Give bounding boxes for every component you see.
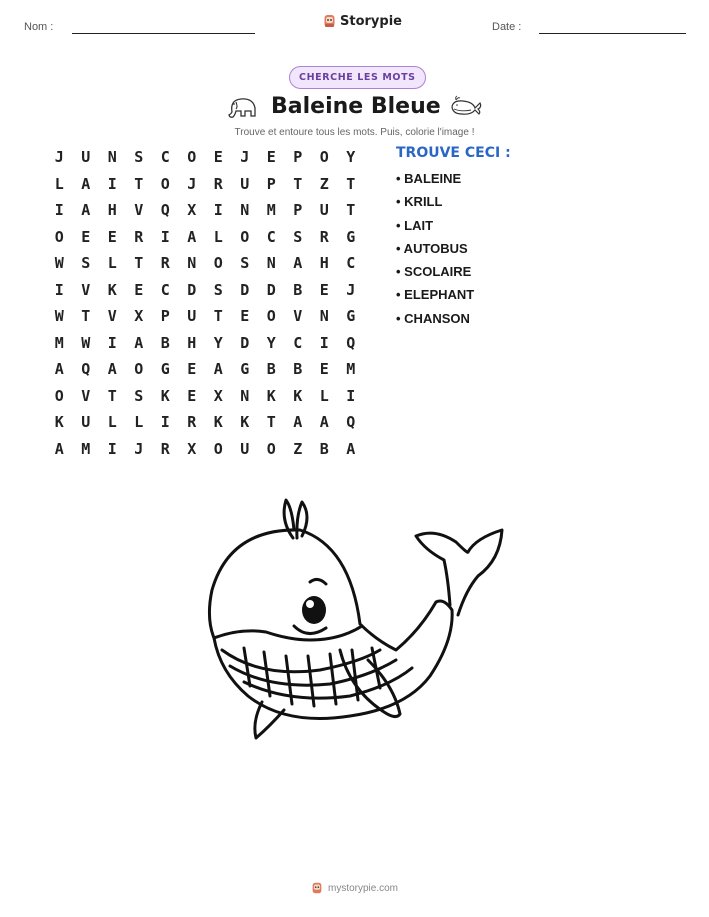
grid-cell[interactable]: I bbox=[107, 333, 117, 352]
grid-cell[interactable]: I bbox=[160, 227, 170, 246]
grid-cell[interactable]: Q bbox=[81, 360, 91, 379]
grid-cell[interactable]: E bbox=[187, 386, 197, 405]
grid-cell[interactable]: J bbox=[134, 439, 144, 458]
grid-cell[interactable]: B bbox=[293, 360, 303, 379]
grid-cell[interactable]: M bbox=[266, 201, 276, 220]
grid-cell[interactable]: D bbox=[187, 280, 197, 299]
grid-cell[interactable]: U bbox=[81, 413, 91, 432]
grid-cell[interactable]: T bbox=[81, 307, 91, 326]
grid-cell[interactable]: Z bbox=[293, 439, 303, 458]
word-item: • BALEINE bbox=[396, 171, 462, 186]
grid-cell[interactable]: J bbox=[240, 148, 250, 167]
grid-cell[interactable]: J bbox=[346, 280, 356, 299]
storypie-mascot-icon bbox=[323, 13, 336, 29]
activity-badge: CHERCHE LES MOTS bbox=[289, 66, 426, 89]
grid-cell[interactable]: U bbox=[81, 148, 91, 167]
grid-cell[interactable]: B bbox=[293, 280, 303, 299]
grid-cell[interactable]: L bbox=[213, 227, 223, 246]
grid-cell[interactable]: I bbox=[107, 174, 117, 193]
grid-cell[interactable]: A bbox=[54, 439, 64, 458]
grid-cell[interactable]: S bbox=[213, 280, 223, 299]
grid-cell[interactable]: Q bbox=[160, 201, 170, 220]
grid-cell[interactable]: T bbox=[134, 174, 144, 193]
grid-cell[interactable]: P bbox=[293, 201, 303, 220]
grid-cell[interactable]: A bbox=[134, 333, 144, 352]
grid-cell[interactable]: R bbox=[160, 439, 170, 458]
grid-cell[interactable]: E bbox=[319, 360, 329, 379]
grid-cell[interactable]: P bbox=[160, 307, 170, 326]
grid-cell[interactable]: W bbox=[54, 307, 64, 326]
instructions: Trouve et entoure tous les mots. Puis, colorie l'image ! bbox=[234, 127, 475, 138]
grid-cell[interactable]: P bbox=[266, 174, 276, 193]
grid-cell[interactable]: B bbox=[319, 439, 329, 458]
word-items bbox=[396, 167, 511, 330]
grid-cell[interactable]: O bbox=[213, 439, 223, 458]
grid-cell[interactable]: K bbox=[213, 413, 223, 432]
grid-cell[interactable]: I bbox=[54, 280, 64, 299]
brand-name: Storypie bbox=[340, 13, 402, 29]
footer bbox=[0, 881, 709, 895]
grid-cell[interactable]: T bbox=[346, 201, 356, 220]
grid-cell[interactable]: T bbox=[213, 307, 223, 326]
grid-cell[interactable]: I bbox=[160, 413, 170, 432]
grid-cell[interactable]: G bbox=[160, 360, 170, 379]
grid-cell[interactable]: Z bbox=[319, 174, 329, 193]
grid-cell[interactable]: T bbox=[107, 386, 117, 405]
grid-cell[interactable]: I bbox=[213, 201, 223, 220]
grid-cell[interactable]: Y bbox=[346, 148, 356, 167]
date-line[interactable] bbox=[539, 33, 686, 34]
word-list-title: TROUVE CECI : bbox=[396, 145, 511, 161]
grid-cell[interactable]: A bbox=[293, 254, 303, 273]
grid-cell[interactable]: Q bbox=[346, 333, 356, 352]
grid-cell[interactable]: R bbox=[160, 254, 170, 273]
grid-cell[interactable]: A bbox=[187, 227, 197, 246]
grid-cell[interactable]: K bbox=[266, 386, 276, 405]
grid-cell[interactable]: N bbox=[240, 201, 250, 220]
whale-icon bbox=[449, 95, 483, 119]
word-item: • CHANSON bbox=[396, 310, 470, 326]
grid-cell[interactable]: N bbox=[319, 307, 329, 326]
grid-cell[interactable]: T bbox=[346, 174, 356, 193]
date-label: Date : bbox=[492, 21, 522, 33]
grid-cell[interactable]: C bbox=[293, 333, 303, 352]
grid-cell[interactable]: O bbox=[54, 227, 64, 246]
grid-cell[interactable]: A bbox=[107, 360, 117, 379]
grid-cell[interactable]: O bbox=[240, 227, 250, 246]
grid-cell[interactable]: M bbox=[81, 439, 91, 458]
grid-cell[interactable]: K bbox=[54, 413, 64, 432]
grid-cell[interactable]: B bbox=[266, 360, 276, 379]
name-label: Nom : bbox=[24, 21, 54, 33]
grid-cell[interactable]: V bbox=[81, 280, 91, 299]
grid-cell[interactable]: W bbox=[54, 254, 64, 273]
grid-cell[interactable]: O bbox=[213, 254, 223, 273]
grid-cell[interactable]: T bbox=[266, 413, 276, 432]
grid-cell[interactable]: Y bbox=[213, 333, 223, 352]
grid-cell[interactable]: J bbox=[187, 174, 197, 193]
word-item: • ELEPHANT bbox=[396, 287, 475, 303]
grid-cell[interactable]: E bbox=[107, 227, 117, 246]
grid-cell[interactable]: X bbox=[187, 201, 197, 220]
brand-logo bbox=[323, 13, 402, 29]
grid-cell[interactable]: I bbox=[346, 386, 356, 405]
grid-cell[interactable]: R bbox=[134, 227, 144, 246]
grid-cell[interactable]: S bbox=[81, 254, 91, 273]
grid-cell[interactable]: H bbox=[107, 201, 117, 220]
grid-cell[interactable]: V bbox=[293, 307, 303, 326]
grid-cell[interactable]: A bbox=[293, 413, 303, 432]
grid-cell[interactable]: U bbox=[319, 201, 329, 220]
grid-cell[interactable]: W bbox=[81, 333, 91, 352]
name-line[interactable] bbox=[72, 33, 255, 34]
grid-cell[interactable]: L bbox=[54, 174, 64, 193]
word-item: • LAIT bbox=[396, 217, 434, 233]
grid-cell[interactable]: E bbox=[240, 307, 250, 326]
grid-cell[interactable]: N bbox=[240, 386, 250, 405]
word-list bbox=[396, 145, 511, 330]
grid-cell[interactable]: T bbox=[134, 254, 144, 273]
grid-cell[interactable]: M bbox=[346, 360, 356, 379]
grid-cell[interactable]: O bbox=[266, 307, 276, 326]
grid-cell[interactable]: D bbox=[266, 280, 276, 299]
grid-cell[interactable]: I bbox=[107, 439, 117, 458]
grid-cell[interactable]: R bbox=[319, 227, 329, 246]
grid-cell[interactable]: G bbox=[240, 360, 250, 379]
grid-cell[interactable]: E bbox=[81, 227, 91, 246]
grid-cell[interactable]: C bbox=[266, 227, 276, 246]
grid-cell[interactable]: E bbox=[134, 280, 144, 299]
elephant-icon bbox=[226, 94, 260, 120]
grid-cell[interactable]: S bbox=[240, 254, 250, 273]
grid-cell[interactable]: X bbox=[187, 439, 197, 458]
grid-cell[interactable]: O bbox=[160, 174, 170, 193]
grid-cell[interactable]: A bbox=[346, 439, 356, 458]
grid-cell[interactable]: U bbox=[240, 439, 250, 458]
grid-cell[interactable]: E bbox=[266, 148, 276, 167]
grid-cell[interactable]: K bbox=[160, 386, 170, 405]
grid-cell[interactable]: S bbox=[293, 227, 303, 246]
grid-cell[interactable]: R bbox=[187, 413, 197, 432]
grid-cell[interactable]: S bbox=[134, 386, 144, 405]
grid-cell[interactable]: X bbox=[213, 386, 223, 405]
grid-cell[interactable]: U bbox=[240, 174, 250, 193]
grid-cell[interactable]: V bbox=[81, 386, 91, 405]
grid-cell[interactable]: A bbox=[81, 201, 91, 220]
grid-cell[interactable]: N bbox=[107, 148, 117, 167]
grid-cell[interactable]: X bbox=[134, 307, 144, 326]
grid-cell[interactable]: O bbox=[266, 439, 276, 458]
grid-cell[interactable]: H bbox=[319, 254, 329, 273]
grid-cell[interactable]: M bbox=[54, 333, 64, 352]
grid-cell[interactable]: L bbox=[107, 413, 117, 432]
grid-cell[interactable]: A bbox=[213, 360, 223, 379]
grid-cell[interactable]: A bbox=[54, 360, 64, 379]
grid-cell[interactable]: K bbox=[240, 413, 250, 432]
grid-cell[interactable]: O bbox=[319, 148, 329, 167]
grid-cell[interactable]: V bbox=[134, 201, 144, 220]
grid-cell[interactable]: P bbox=[293, 148, 303, 167]
footer-url[interactable]: mystorypie.com bbox=[327, 882, 398, 894]
grid-cell[interactable]: H bbox=[187, 333, 197, 352]
grid-cell[interactable]: U bbox=[187, 307, 197, 326]
grid-cell[interactable]: C bbox=[346, 254, 356, 273]
word-item: • AUTOBUS bbox=[396, 240, 468, 256]
grid-cell[interactable]: D bbox=[240, 280, 250, 299]
grid-cell[interactable]: J bbox=[54, 148, 64, 167]
grid-cell[interactable]: C bbox=[160, 280, 170, 299]
grid-cell[interactable]: R bbox=[213, 174, 223, 193]
grid-cell[interactable]: E bbox=[213, 148, 223, 167]
grid-cell[interactable]: I bbox=[319, 333, 329, 352]
grid-cell[interactable]: S bbox=[134, 148, 144, 167]
grid-cell[interactable]: I bbox=[54, 201, 64, 220]
grid-cell[interactable]: K bbox=[107, 280, 117, 299]
grid-cell[interactable]: A bbox=[319, 413, 329, 432]
grid-cell[interactable]: L bbox=[319, 386, 329, 405]
grid-cell[interactable]: N bbox=[187, 254, 197, 273]
grid-cell[interactable]: N bbox=[266, 254, 276, 273]
grid-cell[interactable]: E bbox=[187, 360, 197, 379]
grid-cell[interactable]: D bbox=[240, 333, 250, 352]
grid-cell[interactable]: O bbox=[187, 148, 197, 167]
grid-cell[interactable]: O bbox=[134, 360, 144, 379]
grid-cell[interactable]: C bbox=[160, 148, 170, 167]
storypie-mascot-icon bbox=[311, 881, 323, 895]
grid-cell[interactable]: L bbox=[107, 254, 117, 273]
grid-cell[interactable]: G bbox=[346, 227, 356, 246]
word-item: • KRILL bbox=[396, 194, 443, 210]
grid-cell[interactable]: Q bbox=[346, 413, 356, 432]
grid-cell[interactable]: V bbox=[107, 307, 117, 326]
grid-cell[interactable]: L bbox=[134, 413, 144, 432]
grid-cell[interactable]: O bbox=[54, 386, 64, 405]
page-title: Baleine Bleue bbox=[271, 94, 441, 119]
word-search-grid[interactable] bbox=[46, 144, 364, 462]
grid-cell[interactable]: G bbox=[346, 307, 356, 326]
grid-cell[interactable]: Y bbox=[266, 333, 276, 352]
grid-cell[interactable]: A bbox=[81, 174, 91, 193]
grid-cell[interactable]: K bbox=[293, 386, 303, 405]
grid-cell[interactable]: B bbox=[160, 333, 170, 352]
grid-cell[interactable]: T bbox=[293, 174, 303, 193]
grid-cell[interactable]: E bbox=[319, 280, 329, 299]
word-item: • SCOLAIRE bbox=[396, 264, 472, 280]
whale-coloring-icon[interactable] bbox=[200, 490, 510, 745]
